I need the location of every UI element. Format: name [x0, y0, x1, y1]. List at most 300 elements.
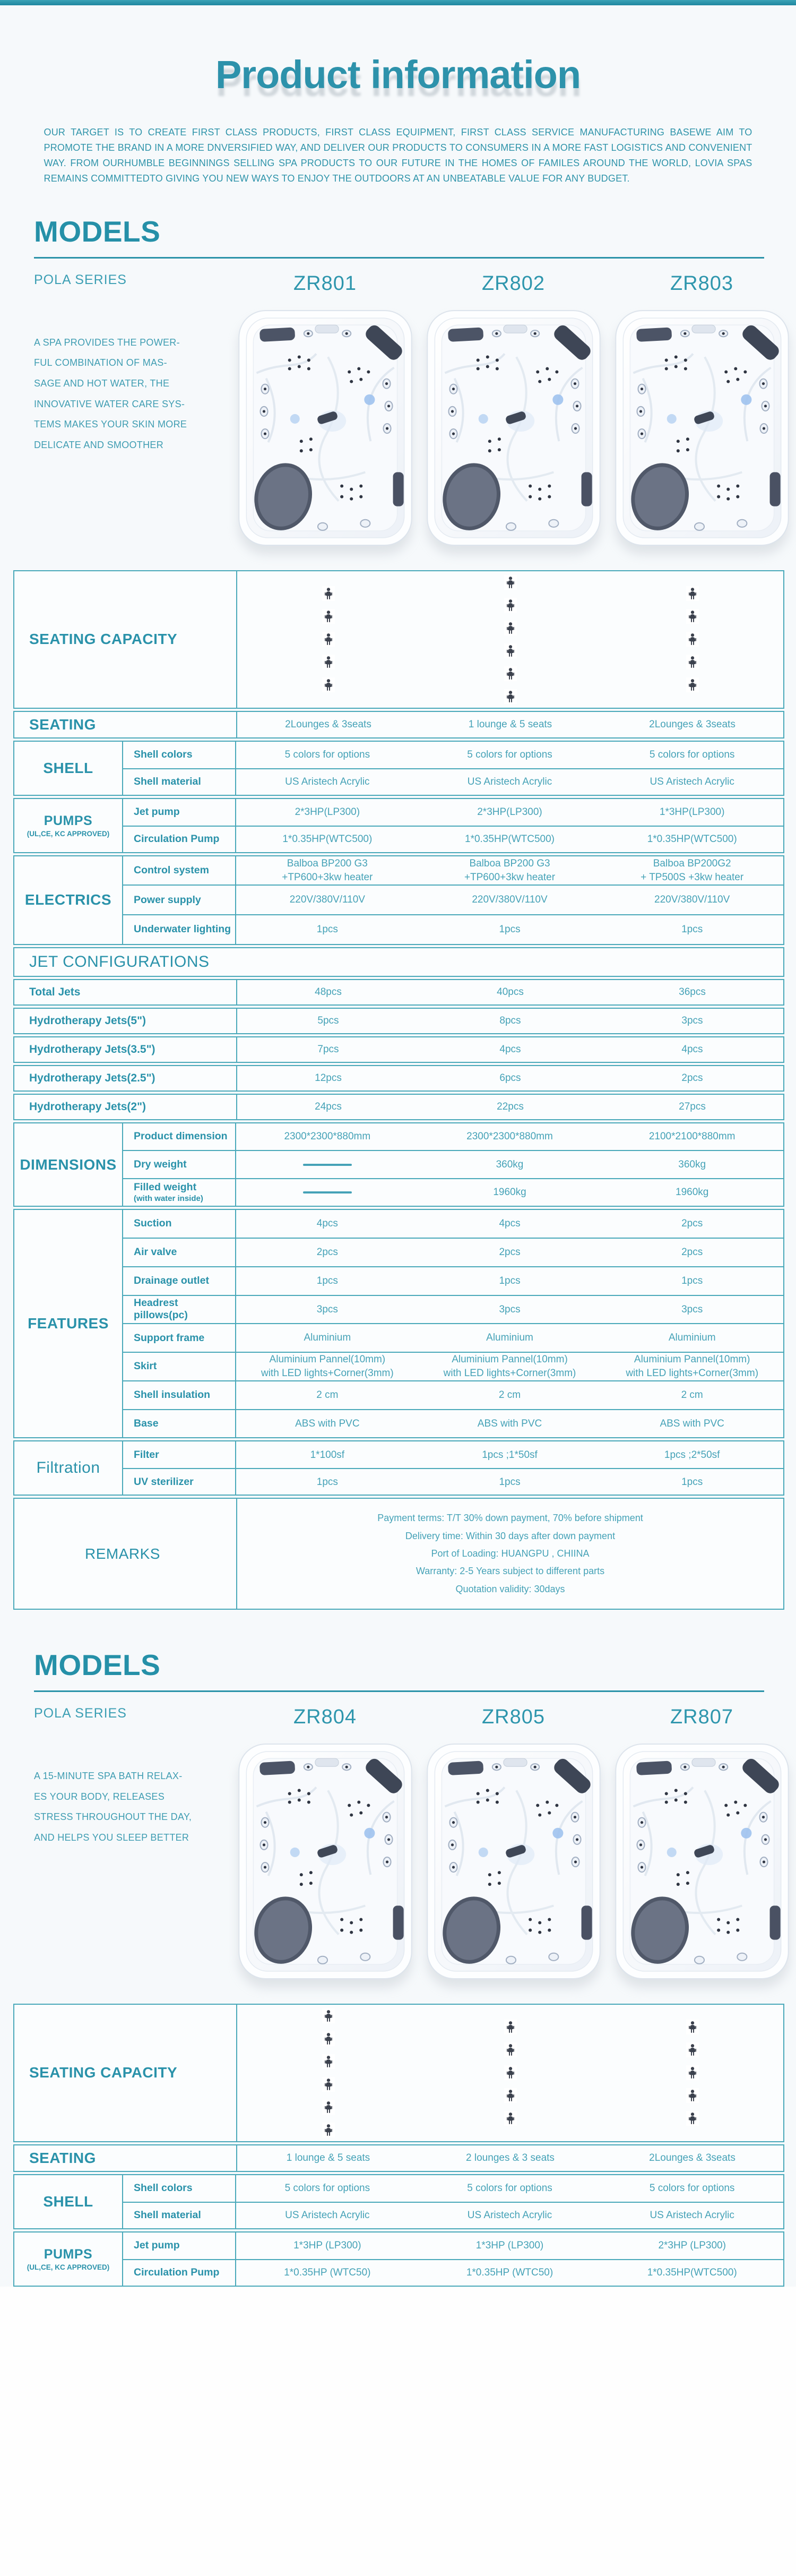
spec-value-line: Aluminium: [304, 1332, 351, 1344]
spec-value-cell: [601, 2232, 783, 2259]
spec-value-line: 3pcs: [499, 1303, 521, 1315]
spec-value-line: 1 lounge & 5 seats: [286, 2152, 370, 2164]
spec-table: [13, 570, 784, 1610]
spec-value-line: 1pcs: [316, 1476, 338, 1488]
spec-row-label: Total Jets: [14, 980, 237, 1004]
spec-sub-label: [123, 1239, 236, 1266]
spec-value-line: 2Lounges & 3seats: [285, 718, 371, 730]
spec-table: [13, 2004, 784, 2287]
person-icon-chip: [322, 655, 335, 669]
spec-value-cell: [236, 1441, 419, 1468]
spec-value-line: 2pcs: [681, 1072, 703, 1084]
spec-sub-label: [123, 1267, 236, 1295]
person-icon: [324, 2055, 333, 2068]
spec-value-cell: [236, 1179, 419, 1206]
spec-value-line: ABS with PVC: [477, 1418, 542, 1429]
spec-sub-row: [123, 1238, 783, 1266]
spec-value-line: 1960kg: [493, 1187, 526, 1198]
remarks-label: REMARKS: [14, 1499, 237, 1608]
series-description-line: SAGE AND HOT WATER, THE: [34, 378, 170, 389]
spec-group-label: SHELL: [43, 2193, 93, 2210]
spec-value-line: 1pcs: [681, 924, 703, 935]
person-icon: [506, 2066, 515, 2079]
series-description-line: TEMS MAKES YOUR SKIN MORE: [34, 419, 187, 430]
spec-value-line: 5pcs: [317, 1015, 339, 1027]
spec-sub-label-text: Dry weight: [134, 1158, 187, 1170]
spec-value-cell: [236, 2203, 419, 2228]
spec-value-cell: [236, 915, 419, 944]
spec-value-line: 220V/380V/110V: [472, 894, 548, 906]
spa-top-view-image: [237, 309, 413, 549]
spec-group-label: PUMPS: [44, 813, 93, 828]
spec-value-cell: [236, 827, 419, 852]
na-dash-line: [303, 1191, 352, 1193]
spec-value-cell: [237, 2145, 419, 2171]
person-icon: [324, 587, 333, 600]
spec-value-cell: [419, 1324, 601, 1352]
spec-value-cell: [601, 1179, 783, 1206]
spec-value-line: US Aristech Acrylic: [467, 2210, 552, 2221]
spec-sub-label: [123, 827, 236, 852]
spec-sub-label-text: Shell material: [134, 2209, 201, 2221]
person-icon: [688, 610, 697, 623]
person-icon-chip: [686, 677, 699, 692]
spec-value-line: 1*0.35HP (WTC50): [284, 2267, 371, 2279]
spec-value-cell: [601, 1066, 783, 1090]
person-icon: [324, 610, 333, 623]
spec-value-cell: [237, 1009, 419, 1033]
spec-value-line: 2*3HP (LP300): [658, 2240, 726, 2252]
spec-value-cell: [601, 1381, 783, 1409]
spec-sub-row: [123, 1150, 783, 1178]
spec-row-values: [237, 2145, 783, 2171]
spec-sub-label-text: Shell material: [134, 775, 201, 787]
spec-value-line: 1pcs: [681, 1476, 703, 1488]
spec-value-cell: [601, 1353, 783, 1380]
spec-sub-label-text: Support frame: [134, 1332, 205, 1344]
spec-group-rows: [123, 799, 783, 852]
spec-sub-label: [123, 2232, 236, 2259]
spec-sub-label-text: Jet pump: [134, 805, 180, 818]
remarks-line: Delivery time: Within 30 days after down payment: [405, 1530, 616, 1541]
spec-value-line: Balboa BP200G2: [653, 857, 731, 869]
spec-value-line: +TP600+3kw heater: [282, 871, 373, 883]
spec-value-line: Aluminium Pannel(10mm): [269, 1354, 386, 1366]
spec-row-label: Hydrotherapy Jets(5"): [14, 1009, 237, 1033]
series-label: POLA SERIES: [34, 1705, 127, 1721]
person-icon-chip: [686, 2065, 699, 2080]
person-icon-chip: [322, 2031, 335, 2046]
spec-value-cell: [237, 1037, 419, 1062]
spec-value-cell: [419, 769, 601, 795]
spec-value-cell: [419, 1441, 601, 1468]
spec-value-line: 36pcs: [679, 986, 706, 998]
person-icon: [688, 2066, 697, 2079]
series-description-line: ES YOUR BODY, RELEASES: [34, 1791, 165, 1802]
models-body-row: [0, 299, 796, 549]
person-icon-chip: [504, 2088, 517, 2103]
spec-sub-label: [123, 1179, 236, 1206]
spec-value-line: 1pcs: [499, 1275, 521, 1286]
spec-value-cell: [419, 1037, 601, 1062]
spec-row-values: [237, 1037, 783, 1062]
spec-value-line: 1*3HP (LP300): [475, 2240, 544, 2252]
spec-sub-label-text: Base: [134, 1417, 159, 1429]
person-icon-chip: [504, 2042, 517, 2057]
spec-sub-label: [123, 1123, 236, 1150]
spec-group-sublabel: (UL,CE, KC APPROVED): [27, 2263, 110, 2271]
spec-value-cell: [601, 1037, 783, 1062]
spec-block: [13, 855, 784, 945]
spec-row-label: Hydrotherapy Jets(3.5"): [14, 1037, 237, 1062]
person-icon-chip: [504, 621, 517, 636]
spec-value-line: 360kg: [678, 1158, 706, 1170]
person-icon-chip: [322, 586, 335, 601]
person-icon: [688, 633, 697, 646]
spec-row-values: [237, 1009, 783, 1033]
spec-value-line: US Aristech Acrylic: [285, 2210, 370, 2221]
remarks-line: Quotation validity: 30days: [455, 1583, 565, 1594]
spec-group-label-cell: [14, 742, 123, 795]
spec-value-cell: [419, 2232, 601, 2259]
spec-sub-row: [123, 2175, 783, 2202]
person-icon-chip: [686, 2020, 699, 2034]
spec-value-line: 1*100sf: [310, 1449, 345, 1461]
spec-sub-row: [123, 826, 783, 852]
spec-sub-row: [123, 768, 783, 795]
person-icon-chip: [686, 586, 699, 601]
spec-block: [13, 1036, 784, 1063]
spec-value-line: 1pcs: [499, 1476, 521, 1488]
spec-value-cell: [419, 1179, 601, 1206]
person-icon: [506, 690, 515, 703]
spec-block: [13, 1122, 784, 1207]
spec-sub-label: [123, 856, 236, 885]
spec-group-rows: [123, 1210, 783, 1437]
spec-sub-label: [123, 769, 236, 795]
spec-sub-label-text: Circulation Pump: [134, 2266, 220, 2279]
spec-sub-label-text: Headrest pillows(pc): [134, 1297, 188, 1321]
spec-group-label: PUMPS: [44, 2246, 93, 2262]
spec-group-label-cell: [14, 2175, 123, 2228]
models-section: [0, 214, 796, 1610]
spec-value-line: 5 colors for options: [467, 749, 552, 760]
spec-sub-label: [123, 915, 236, 944]
spec-value-cell: [601, 712, 783, 737]
spec-sub-label: [123, 1210, 236, 1238]
spec-sub-label: [123, 2260, 236, 2286]
spec-value-cell: [419, 1353, 601, 1380]
section-divider: [34, 257, 764, 259]
model-image-zr802: [419, 299, 608, 549]
spec-value-cell: [237, 980, 419, 1004]
spec-value-line: 40pcs: [497, 986, 524, 998]
spec-value-line: 8pcs: [499, 1015, 521, 1027]
person-icon-chip: [322, 677, 335, 692]
spec-value-line: 5 colors for options: [284, 2183, 370, 2194]
spec-row-values: [237, 1095, 783, 1119]
spec-block: [13, 947, 784, 977]
spec-value-line: US Aristech Acrylic: [467, 776, 552, 787]
spec-group-label: SHELL: [43, 759, 93, 776]
spec-value-cell: [419, 1066, 601, 1090]
series-description-line: STRESS THROUGHOUT THE DAY,: [34, 1811, 192, 1823]
spec-value-cell: [419, 1123, 601, 1150]
spec-group-label: Filtration: [36, 1459, 100, 1477]
spec-value-line: 1960kg: [676, 1187, 709, 1198]
spec-sub-label: [123, 799, 236, 826]
spec-value-cell: [419, 799, 601, 826]
spec-value-cell: [601, 1469, 783, 1495]
spec-sub-label: [123, 1324, 236, 1352]
spec-value-line: 220V/380V/110V: [654, 894, 730, 906]
seating-capacity-cell: [237, 571, 419, 708]
model-image-zr805: [419, 1733, 608, 1982]
spec-value-cell: [236, 1296, 419, 1324]
person-icon: [506, 2043, 515, 2056]
spec-value-line: Balboa BP200 G3: [469, 857, 550, 869]
person-icon-chip: [686, 2042, 699, 2057]
person-icon-chip: [322, 609, 335, 624]
spec-value-line: 48pcs: [315, 986, 342, 998]
spec-sub-label-text: Circulation Pump: [134, 832, 220, 845]
spec-block: [13, 1440, 784, 1496]
spec-value-line: 220V/380V/110V: [289, 894, 365, 906]
spec-value-line: 24pcs: [315, 1101, 342, 1113]
spec-value-line: 1*3HP (LP300): [293, 2240, 361, 2252]
spec-value-line: 1pcs ;1*50sf: [482, 1449, 538, 1461]
spec-value-line: 1*0.35HP(WTC500): [282, 833, 373, 845]
person-icon: [688, 2089, 697, 2102]
person-icon: [324, 2078, 333, 2091]
spec-value-line: 5 colors for options: [649, 749, 735, 760]
spec-value-cell: [419, 980, 601, 1004]
spec-value-cell: [236, 2232, 419, 2259]
spec-value-line: 3pcs: [316, 1303, 338, 1315]
person-icon: [324, 2032, 333, 2045]
model-name-zr804: ZR804: [293, 1705, 357, 1728]
section-row-label: JET CONFIGURATIONS: [29, 952, 210, 971]
spec-value-cell: [236, 1410, 419, 1438]
na-dash-line: [303, 1164, 352, 1166]
person-icon-chip: [322, 2100, 335, 2115]
spec-sub-label-text: Underwater lighting: [134, 923, 231, 935]
person-icon-chip: [504, 643, 517, 658]
spec-value-line: 3pcs: [681, 1303, 703, 1315]
spec-value-line: 2 cm: [681, 1389, 703, 1401]
spec-value-cell: [236, 799, 419, 826]
spec-group-label-cell: [14, 1210, 123, 1437]
section-heading: MODELS: [34, 1648, 161, 1681]
spec-value-cell: [601, 769, 783, 795]
seating-capacity-cell: [419, 571, 601, 708]
spec-sub-row: [123, 856, 783, 885]
spec-value-line: 7pcs: [317, 1044, 339, 1055]
person-icon-chip: [686, 632, 699, 647]
spec-value-cell: [601, 742, 783, 768]
person-icon-chip: [504, 2020, 517, 2034]
spec-value-cell: [601, 1210, 783, 1238]
spa-top-view-image: [614, 309, 790, 549]
models-body-row: [0, 1733, 796, 1982]
spec-sub-row: [123, 1468, 783, 1495]
spec-sub-label: [123, 742, 236, 768]
spec-value-line: 2pcs: [681, 1247, 703, 1258]
spa-top-view-image: [237, 1742, 413, 1982]
model-name-zr803: ZR803: [670, 272, 734, 295]
spec-value-cell: [601, 1441, 783, 1468]
spec-value-cell: [419, 1469, 601, 1495]
sections-container: [0, 214, 796, 2287]
spec-value-cell: [236, 1469, 419, 1495]
series-description-line: FUL COMBINATION OF MAS-: [34, 357, 167, 368]
spec-sub-row: [123, 1380, 783, 1409]
spec-sub-row: [123, 2232, 783, 2259]
spec-row-values: [237, 712, 783, 737]
spec-value-line: 2 lounges & 3 seats: [466, 2152, 555, 2164]
spec-value-line: 2300*2300*880mm: [466, 1131, 553, 1143]
person-icon-chip: [504, 598, 517, 613]
spec-value-line: 1*0.35HP(WTC500): [647, 2267, 737, 2279]
spec-value-line: 1*0.35HP (WTC50): [466, 2267, 553, 2279]
spec-group-rows: [123, 2175, 783, 2228]
person-icon-chip: [322, 2008, 335, 2023]
spec-value-cell: [601, 1151, 783, 1178]
spec-group-label: ELECTRICS: [24, 891, 112, 908]
spec-value-line: + TP500S +3kw heater: [641, 871, 744, 883]
spec-sub-label: [123, 886, 236, 914]
seating-capacity-cell: [601, 2005, 783, 2141]
person-icon-chip: [504, 666, 517, 681]
spec-sub-label: [123, 1441, 236, 1468]
spec-sub-label-text: Jet pump: [134, 2239, 180, 2252]
spec-value-line: US Aristech Acrylic: [650, 776, 734, 787]
spec-value-cell: [236, 1381, 419, 1409]
spec-value-line: 2 cm: [316, 1389, 339, 1401]
person-icon: [506, 2021, 515, 2033]
spec-value-cell: [419, 915, 601, 944]
spec-sub-row: [123, 742, 783, 768]
spec-value-cell: [419, 827, 601, 852]
spec-sub-label: [123, 1381, 236, 1409]
spec-sub-label: [123, 2203, 236, 2228]
spec-value-line: Aluminium: [668, 1332, 716, 1344]
spec-group-rows: [123, 1123, 783, 1206]
series-description-line: A 15-MINUTE SPA BATH RELAX-: [34, 1770, 183, 1781]
series-label: POLA SERIES: [34, 272, 127, 287]
spec-value-cell: [601, 2260, 783, 2286]
spec-row-values: [237, 980, 783, 1004]
spec-value-line: 2pcs: [499, 1247, 521, 1258]
spec-value-cell: [236, 2175, 419, 2202]
spec-row-label: Hydrotherapy Jets(2.5"): [14, 1066, 237, 1090]
spec-value-cell: [236, 886, 419, 914]
spec-value-line: 1pcs: [681, 1275, 703, 1286]
person-icon-chip: [504, 2065, 517, 2080]
spec-value-line: ABS with PVC: [660, 1418, 724, 1429]
seating-capacity-cell: [601, 571, 783, 708]
spec-sub-label-text: Air valve: [134, 1246, 177, 1258]
spec-value-line: 6pcs: [499, 1072, 521, 1084]
person-icon: [688, 679, 697, 691]
spec-block: [13, 979, 784, 1006]
spec-row-label: SEATING CAPACITY: [14, 571, 237, 708]
person-icon: [324, 679, 333, 691]
spec-value-cell: [236, 1210, 419, 1238]
spec-value-cell: [236, 1151, 419, 1178]
spec-value-cell: [601, 1009, 783, 1033]
person-icon: [506, 2089, 515, 2102]
spec-sub-row: [123, 1178, 783, 1206]
spec-value-line: with LED lights+Corner(3mm): [443, 1368, 576, 1379]
spec-sub-label-text: Product dimension: [134, 1130, 228, 1143]
spec-group-label-cell: [14, 856, 123, 944]
bottom-whitespace: [0, 2287, 796, 2576]
model-name-zr807: ZR807: [670, 1705, 734, 1728]
spec-block: [13, 798, 784, 853]
person-icon: [688, 2043, 697, 2056]
spec-value-line: 360kg: [496, 1158, 524, 1170]
spec-value-line: with LED lights+Corner(3mm): [626, 1368, 759, 1379]
person-icon-chip: [504, 689, 517, 704]
spec-sub-row: [123, 1210, 783, 1238]
spec-value-cell: [237, 1095, 419, 1119]
spec-group-label-cell: [14, 1123, 123, 1206]
model-image-zr801: [231, 299, 419, 549]
person-icon: [324, 2124, 333, 2136]
series-description-line: INNOVATIVE WATER CARE SYS-: [34, 398, 185, 409]
remarks-line: Warranty: 2-5 Years subject to different parts: [416, 1566, 605, 1577]
capacity-cells: [237, 571, 783, 708]
spec-sub-label-text: Shell colors: [134, 2182, 193, 2194]
spec-sub-label-text: Shell colors: [134, 748, 193, 760]
spec-value-cell: [601, 1123, 783, 1150]
spec-value-line: 5 colors for options: [467, 2183, 552, 2194]
spec-value-cell: [236, 769, 419, 795]
spec-value-cell: [419, 1267, 601, 1295]
spec-value-cell: [237, 712, 419, 737]
spec-group-label: FEATURES: [28, 1315, 109, 1332]
spec-value-line: 2 cm: [498, 1389, 521, 1401]
section-divider: [34, 1690, 764, 1692]
spec-sub-row: [123, 1352, 783, 1380]
spa-top-view-image: [426, 1742, 602, 1982]
spec-value-cell: [419, 2145, 601, 2171]
spec-value-cell: [601, 980, 783, 1004]
series-description: [0, 299, 231, 549]
spec-value-cell: [236, 742, 419, 768]
spec-value-line: 12pcs: [315, 1072, 342, 1084]
spa-top-view-image: [614, 1742, 790, 1982]
spec-value-line: ABS with PVC: [295, 1418, 360, 1429]
spec-value-cell: [419, 712, 601, 737]
spec-value-cell: [601, 1410, 783, 1438]
spec-value-line: US Aristech Acrylic: [650, 2210, 734, 2221]
spec-value-cell: [601, 1095, 783, 1119]
person-icon-chip: [504, 575, 517, 590]
spec-value-cell: [419, 1009, 601, 1033]
spec-group-rows: [123, 1441, 783, 1495]
spec-value-cell: [601, 1324, 783, 1352]
person-icon: [506, 576, 515, 589]
model-image-zr804: [231, 1733, 419, 1982]
spec-group-label-cell: [14, 1441, 123, 1495]
spec-sub-row: [123, 2202, 783, 2228]
series-description: [0, 1733, 231, 1982]
remarks-line: Port of Loading: HUANGPU , CHIINA: [431, 1548, 590, 1559]
spec-sub-label-text: Drainage outlet: [134, 1275, 209, 1287]
spec-value-line: 1pcs: [499, 924, 521, 935]
